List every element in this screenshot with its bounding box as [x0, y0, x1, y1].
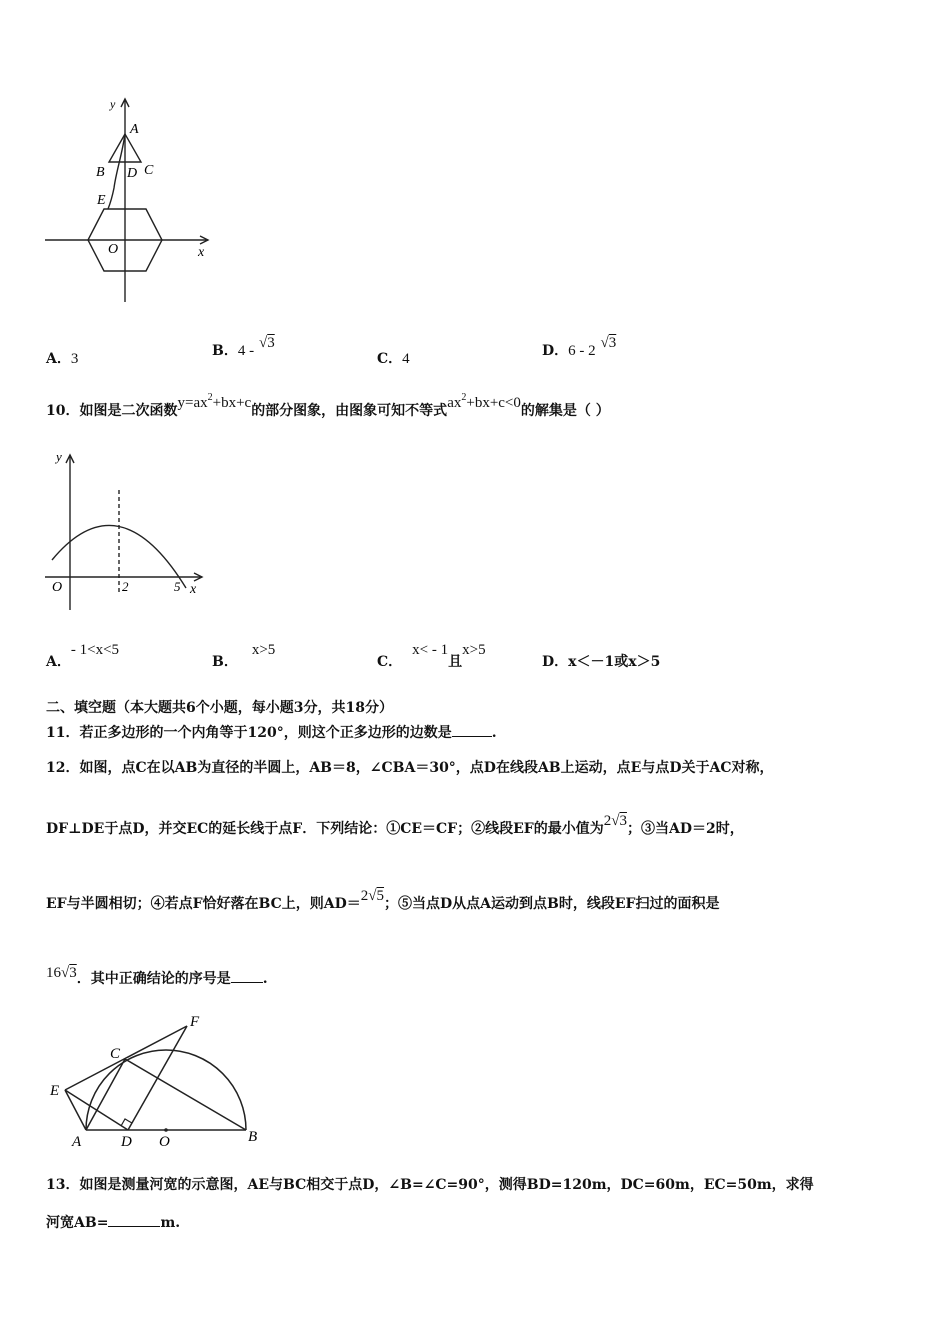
q9-option-b: B．4 - √3 [212, 335, 275, 359]
q12-label-a: A [72, 1134, 82, 1150]
section-title: 二、填空题（本大题共6个小题，每小题3分，共18分） [46, 700, 393, 716]
q12-line4: 16√3．其中正确结论的序号是 . [46, 965, 268, 987]
q9-label-d: D [127, 166, 138, 181]
q12-label-d: D [121, 1134, 132, 1150]
q12-label-c: C [110, 1046, 121, 1062]
q9-label-e: E [97, 193, 106, 208]
q10-option-c: C．x< - 1且x>5 [377, 642, 486, 670]
q10-label-2: 2 [122, 579, 129, 594]
q10-label-5: 5 [174, 579, 181, 594]
q9-label-o: O [108, 242, 119, 257]
q9-label-a: A [130, 122, 139, 137]
q9-label-b: B [96, 165, 105, 180]
q12-segment-cb [125, 1059, 246, 1130]
q9-option-a: A．3 [46, 351, 79, 367]
q10-figure [40, 445, 215, 615]
q10-stem: 10．如图是二次函数$y=ax^2+bx+c$的部分图象，由图象可知不等式$ax^2+bx+c<0$的解集是（ ） [46, 392, 610, 419]
q12-line1: 12．如图，点C在以AB为直径的半圆上，AB＝8，∠CBA＝30°，点D在线段AB上运动，点E与点D关于AC对称， [46, 760, 774, 776]
q9-figure [40, 90, 220, 310]
q12-label-b: B [248, 1129, 258, 1145]
q12-center-dot [164, 1128, 168, 1132]
q10-label-y: y [56, 449, 62, 464]
q12-segment-ed [65, 1090, 128, 1130]
q10-option-a: A．- 1<x<5 [46, 642, 120, 670]
q12-label-e: E [50, 1083, 60, 1099]
q9-label-y: y [110, 97, 116, 111]
q9-label-x: x [198, 245, 205, 260]
q13-line1: 13．如图是测量河宽的示意图，AE与BC相交于点D，∠B=∠C=90°，测得BD=120m，DC=60m，EC=50m，求得 [46, 1177, 814, 1193]
q10-option-d: D．x＜－1或x＞5 [542, 654, 661, 670]
q9-option-c: C．4 [377, 351, 410, 367]
q10-label-x: x [190, 582, 197, 597]
q12-line2: DF⊥DE于点D，并交EC的延长线于点F．下列结论：①CE＝CF；②线段EF的最小值为2√3；③当AD＝2时， [46, 813, 744, 837]
q12-label-o: O [159, 1134, 170, 1150]
q12-segment-ac [86, 1059, 125, 1130]
q12-figure [40, 1012, 280, 1152]
q10-label-o: O [52, 580, 63, 595]
q12-label-f: F [190, 1014, 200, 1030]
q9-curve [108, 134, 125, 209]
q11: 11．若正多边形的一个内角等于120°，则这个正多边形的边数是 . [46, 725, 497, 741]
q9-option-d: D．6 - 2 √3 [542, 335, 617, 359]
q12-line3: EF与半圆相切；④若点F恰好落在BC上，则AD＝2√5；⑤当点D从点A运动到点B时，线段EF扫过的面积是 [46, 888, 720, 912]
q10-option-b: B．x>5 [212, 642, 276, 670]
q9-label-c: C [144, 163, 154, 178]
q13-line2: 河宽AB= m. [46, 1215, 181, 1231]
